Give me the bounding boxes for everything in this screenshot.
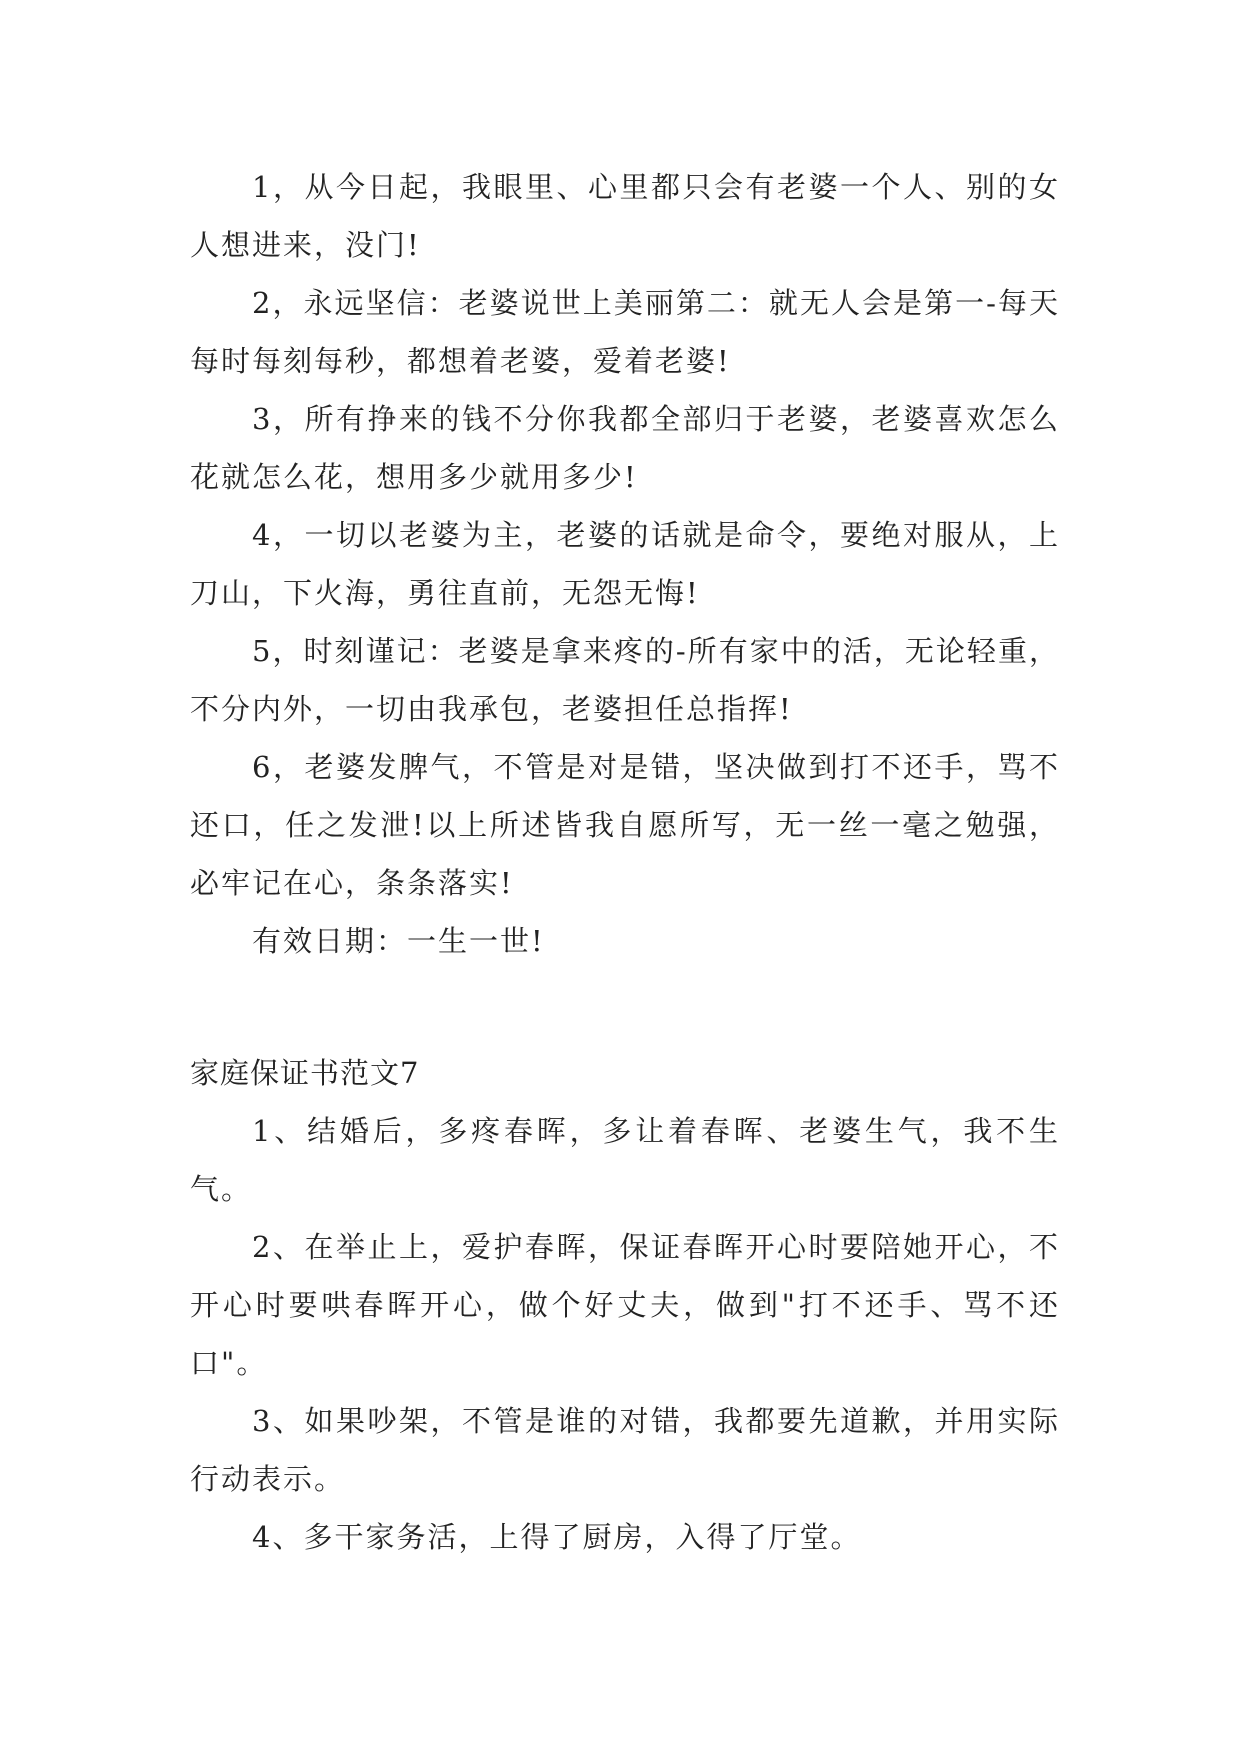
paragraph-10: 4、多干家务活，上得了厨房，入得了厅堂。 (252, 1520, 862, 1554)
paragraph-3: 3，所有挣来的钱不分你我都全部归于老婆，老婆喜欢怎么花就怎么花，想用多少就用多少! (190, 402, 1060, 494)
paragraph-6: 6，老婆发脾气，不管是对是错，坚决做到打不还手，骂不还口，任之发泄!以上所述皆我自愿所写，无一丝一毫之勉强，必牢记在心，条条落实! (190, 750, 1060, 900)
paragraph-7: 1、结婚后，多疼春晖，多让着春晖、老婆生气，我不生气。 (190, 1114, 1060, 1206)
document-body (190, 158, 1060, 1566)
validity-line: 有效日期：一生一世! (252, 924, 545, 958)
paragraph-9: 3、如果吵架，不管是谁的对错，我都要先道歉，并用实际行动表示。 (190, 1404, 1060, 1496)
paragraph-8: 2、在举止上，爱护春晖，保证春晖开心时要陪她开心，不开心时要哄春晖开心，做个好丈夫，做到"打不还手、骂不还口"。 (190, 1230, 1060, 1380)
paragraph-5: 5，时刻谨记：老婆是拿来疼的-所有家中的活，无论轻重，不分内外，一切由我承包，老婆担任总指挥! (190, 634, 1060, 726)
paragraph-4: 4，一切以老婆为主，老婆的话就是命令，要绝对服从，上刀山，下火海，勇往直前，无怨无悔! (190, 518, 1060, 610)
section-heading: 家庭保证书范文7 (190, 1056, 420, 1090)
paragraph-2: 2，永远坚信：老婆说世上美丽第二：就无人会是第一-每天每时每刻每秒，都想着老婆，爱着老婆! (190, 286, 1060, 378)
paragraph-1: 1，从今日起，我眼里、心里都只会有老婆一个人、别的女人想进来，没门! (190, 170, 1060, 262)
